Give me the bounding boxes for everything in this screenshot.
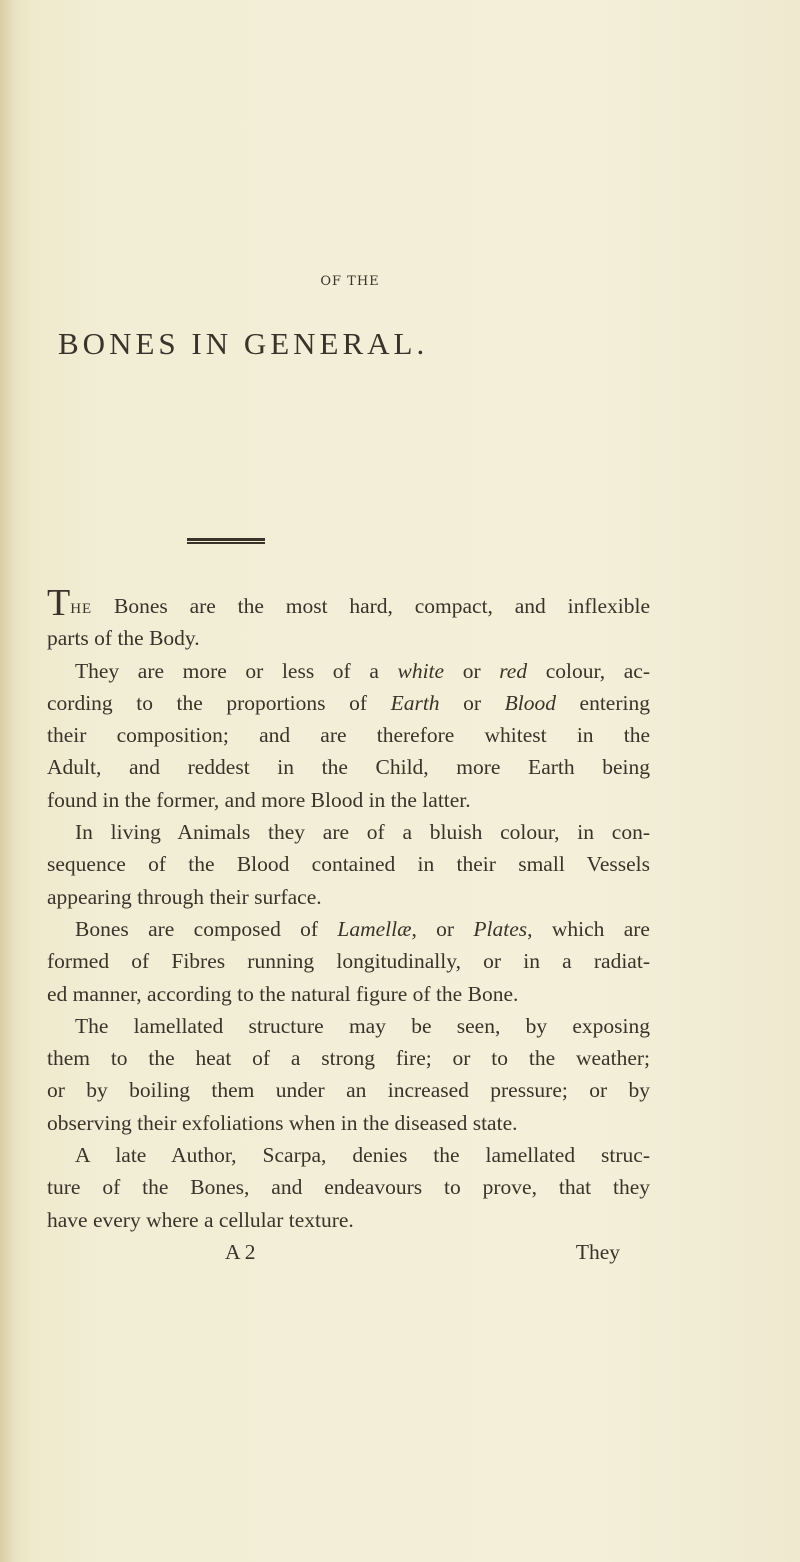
italic-term: Earth bbox=[390, 690, 440, 715]
text-line bbox=[47, 655, 650, 687]
italic-term: Lamellæ bbox=[337, 916, 412, 941]
text-run: their composition; and are therefore whitest in the bbox=[47, 723, 650, 748]
text-line bbox=[47, 1171, 650, 1203]
text-line bbox=[47, 1010, 650, 1042]
text-run: or by boiling them under an increased pressure; or by bbox=[47, 1078, 650, 1103]
signature-mark: A 2 bbox=[225, 1240, 256, 1264]
text-run: have every where a cellular texture. bbox=[47, 1207, 354, 1232]
text-run: or bbox=[444, 658, 500, 683]
paragraph bbox=[47, 913, 650, 1010]
text-run: formed of Fibres running longitudinally, or in a radiat- bbox=[47, 949, 650, 974]
text-run: , or bbox=[411, 916, 474, 941]
text-run: colour, ac- bbox=[527, 658, 650, 683]
text-run: A late Author, Scarpa, denies the lamellated struc- bbox=[75, 1143, 650, 1168]
text-line bbox=[47, 687, 650, 719]
text-run: Bones are composed of bbox=[75, 916, 338, 941]
text-line bbox=[47, 1107, 650, 1139]
text-run: observing their exfoliations when in the diseased state. bbox=[47, 1110, 518, 1135]
text-line bbox=[47, 848, 650, 880]
paragraph bbox=[47, 816, 650, 913]
text-line bbox=[47, 913, 650, 945]
text-run: ture of the Bones, and endeavours to prove, that they bbox=[47, 1175, 650, 1200]
page-edge bbox=[0, 0, 14, 1562]
text-run: cording to the proportions of bbox=[47, 690, 391, 715]
text-run: found in the former, and more Blood in the latter. bbox=[47, 787, 471, 812]
italic-term: Plates bbox=[473, 916, 528, 941]
text-line bbox=[47, 978, 650, 1010]
text-run: In living Animals they are of a bluish colour, in con- bbox=[75, 820, 650, 845]
text-run: sequence of the Blood contained in their small Vessels bbox=[47, 852, 650, 877]
catchword: They bbox=[575, 1240, 620, 1264]
text-run: entering bbox=[555, 690, 650, 715]
text-run: parts of the Body. bbox=[47, 626, 200, 651]
text-line bbox=[47, 1204, 650, 1236]
text-run: Adult, and reddest in the Child, more Earth being bbox=[47, 755, 650, 780]
text-run: or bbox=[439, 690, 505, 715]
text-run: The lamellated structure may be seen, by exposing bbox=[75, 1013, 650, 1038]
chapter-title: BONES IN GENERAL. bbox=[58, 326, 429, 361]
paragraph bbox=[47, 582, 650, 655]
text-run: them to the heat of a strong fire; or to the weather; bbox=[47, 1046, 650, 1071]
text-line bbox=[47, 816, 650, 848]
paragraph bbox=[47, 655, 650, 816]
text-line bbox=[47, 622, 650, 654]
paragraph bbox=[47, 1139, 650, 1236]
text-line bbox=[47, 719, 650, 751]
text-run: appearing through their surface. bbox=[47, 884, 322, 909]
text-line bbox=[47, 1042, 650, 1074]
small-caps: HE bbox=[70, 601, 93, 617]
chapter-kicker: OF THE bbox=[320, 274, 380, 289]
text-line bbox=[47, 1074, 650, 1106]
text-run: , which are bbox=[527, 916, 650, 941]
italic-term: red bbox=[499, 658, 528, 683]
text-run: ed manner, according to the natural figure of the Bone. bbox=[47, 981, 519, 1006]
title-rule bbox=[187, 538, 265, 544]
drop-cap: T bbox=[47, 582, 71, 624]
text-line bbox=[47, 1139, 650, 1171]
text-run: They are more or less of a bbox=[75, 658, 398, 683]
text-line bbox=[47, 881, 650, 913]
italic-term: white bbox=[397, 658, 445, 683]
text-line bbox=[47, 784, 650, 816]
text-line bbox=[47, 751, 650, 783]
body-text bbox=[47, 582, 650, 1236]
text-run: Bones are the most hard, compact, and inflexible bbox=[92, 594, 650, 618]
text-line bbox=[47, 582, 650, 624]
paragraph bbox=[47, 1010, 650, 1139]
italic-term: Blood bbox=[504, 690, 556, 715]
text-line bbox=[47, 945, 650, 977]
